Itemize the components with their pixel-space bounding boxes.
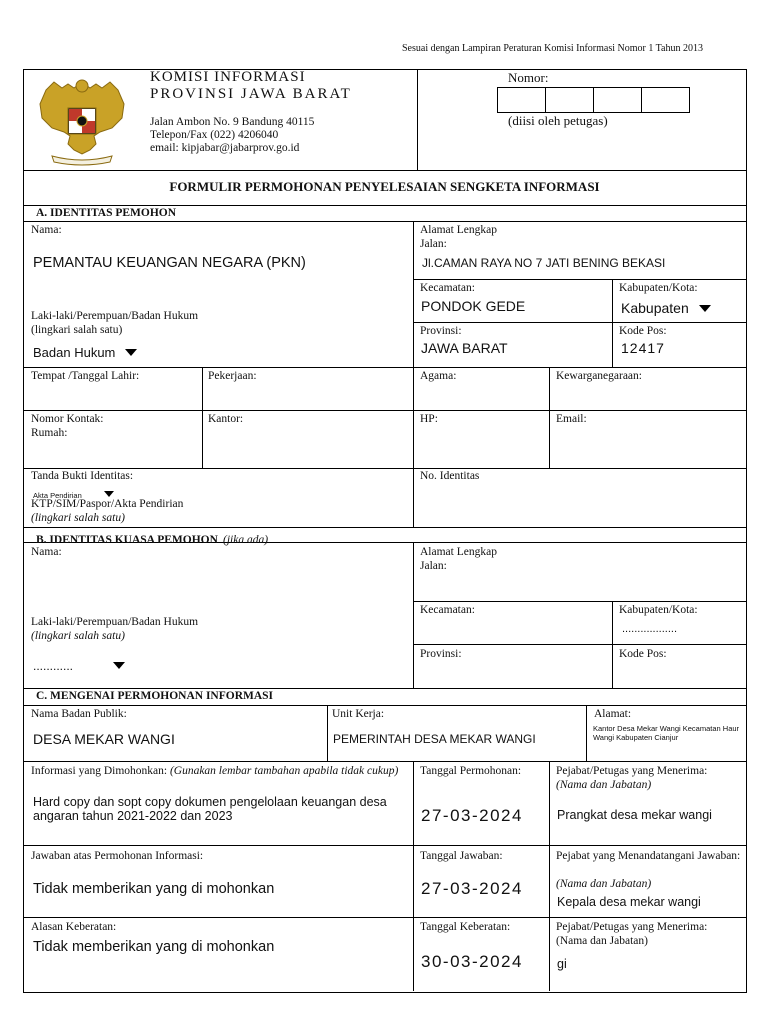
c-tgl-jawaban-value[interactable]: 27-03-2024 (421, 879, 523, 898)
b-gender-select[interactable] (33, 655, 125, 674)
section-c-heading: C. MENGENAI PERMOHONAN INFORMASI (36, 690, 274, 702)
b-jalan-label: Jalan: (420, 560, 447, 572)
a-provinsi-value[interactable]: JAWA BARAT (421, 340, 508, 356)
c-tgl-keberatan-label: Tanggal Keberatan: (420, 921, 511, 933)
a-ttl-label: Tempat /Tanggal Lahir: (31, 370, 140, 382)
nomor-note: (diisi oleh petugas) (508, 113, 608, 128)
chevron-down-icon (104, 491, 114, 497)
b-kabupaten-value[interactable]: .................. (622, 623, 678, 635)
a-kecamatan-label: Kecamatan: (420, 282, 475, 294)
section-a-heading: A. IDENTITAS PEMOHON (36, 207, 177, 219)
section-b-heading: B. IDENTITAS KUASA PEMOHON (jika ada) (36, 534, 269, 546)
b-kabupaten-label: Kabupaten/Kota: (619, 604, 698, 616)
a-bukti-label: Tanda Bukti Identitas: (31, 470, 134, 482)
c-alasan-value[interactable]: Tidak memberikan yang di mohonkan (33, 939, 275, 955)
chevron-down-icon (125, 349, 137, 356)
nomor-box-1[interactable] (497, 87, 546, 113)
c-info-value[interactable]: Hard copy dan sopt copy dokumen pengelolaan keuangan desa angaran tahun 2021-2022 dan 2023 (33, 795, 387, 823)
a-agama-label: Agama: (420, 370, 457, 382)
b-kodepos-label: Kode Pos: (619, 648, 667, 660)
a-kantor-label: Kantor: (208, 413, 244, 425)
c-pejabat1-label: Pejabat/Petugas yang Menerima: (556, 765, 708, 777)
a-hp-label: HP: (420, 413, 438, 425)
b-alamat-label: Alamat Lengkap (420, 546, 497, 558)
form-title: FORMULIR PERMOHONAN PENYELESAIAN SENGKETA INFORMASI (169, 179, 600, 194)
c-tgl-permohonan-value[interactable]: 27-03-2024 (421, 806, 523, 825)
a-kabupaten-value: Kabupaten (621, 300, 689, 316)
b-kecamatan-label: Kecamatan: (420, 604, 475, 616)
org-name-line1: KOMISI INFORMASI (150, 69, 306, 85)
garuda-emblem (34, 74, 130, 166)
a-nama-value[interactable]: PEMANTAU KEUANGAN NEGARA (PKN) (33, 255, 306, 271)
a-gender-hint: (lingkari salah satu) (31, 324, 123, 336)
chevron-down-icon (699, 305, 711, 312)
b-provinsi-label: Provinsi: (420, 648, 462, 660)
a-kecamatan-value[interactable]: PONDOK GEDE (421, 298, 526, 314)
nomor-label: Nomor: (508, 70, 549, 85)
c-pejabat3-value[interactable]: gi (557, 957, 567, 971)
a-rumah-label: Rumah: (31, 427, 68, 439)
a-jalan-value[interactable]: Jl.CAMAN RAYA NO 7 JATI BENING BEKASI (422, 256, 666, 270)
a-pekerjaan-label: Pekerjaan: (208, 370, 257, 382)
c-jawaban-value[interactable]: Tidak memberikan yang di mohonkan (33, 881, 275, 897)
org-phone: Telepon/Fax (022) 4206040 (150, 129, 279, 141)
a-alamat-label: Alamat Lengkap (420, 224, 497, 236)
c-badan-label: Nama Badan Publik: (31, 708, 127, 720)
nomor-box-3[interactable] (593, 87, 642, 113)
c-pejabat3-label: Pejabat/Petugas yang Menerima: (556, 921, 708, 933)
a-gender-select[interactable] (33, 342, 137, 361)
org-email: email: kipjabar@jabarprov.go.id (150, 142, 300, 154)
a-bukti-value: Akta Pendirian (33, 491, 82, 500)
b-gender-value: ............ (33, 659, 74, 673)
a-kabupaten-select[interactable] (621, 298, 711, 317)
a-provinsi-label: Provinsi: (420, 325, 462, 337)
b-gender-hint: (lingkari salah satu) (31, 630, 125, 642)
org-address: Jalan Ambon No. 9 Bandung 40115 (150, 116, 315, 128)
c-badan-value[interactable]: DESA MEKAR WANGI (33, 731, 175, 747)
regulation-note: Sesuai dengan Lampiran Peraturan Komisi Informasi Nomor 1 Tahun 2013 (402, 43, 703, 54)
c-tgl-keberatan-value[interactable]: 30-03-2024 (421, 952, 523, 971)
a-bukti-options: KTP/SIM/Paspor/Akta Pendirian (31, 498, 184, 510)
c-pejabat2-hint: (Nama dan Jabatan) (556, 878, 652, 890)
b-nama-label: Nama: (31, 546, 62, 558)
a-gender-label: Laki-laki/Perempuan/Badan Hukum (31, 310, 199, 322)
a-kodepos-label: Kode Pos: (619, 325, 667, 337)
a-bukti-hint: (lingkari salah satu) (31, 512, 125, 524)
nomor-box-2[interactable] (545, 87, 594, 113)
a-gender-value: Badan Hukum (33, 345, 116, 360)
a-kontak-label: Nomor Kontak: (31, 413, 104, 425)
a-kodepos-value[interactable]: 12417 (621, 340, 665, 356)
b-gender-label: Laki-laki/Perempuan/Badan Hukum (31, 616, 199, 628)
c-unit-value[interactable]: PEMERINTAH DESA MEKAR WANGI (333, 732, 536, 746)
org-name-line2: PROVINSI JAWA BARAT (150, 86, 352, 102)
c-pejabat1-value[interactable]: Prangkat desa mekar wangi (557, 808, 712, 822)
chevron-down-icon (113, 662, 125, 669)
c-pejabat2-value[interactable]: Kepala desa mekar wangi (557, 895, 701, 909)
a-jalan-label: Jalan: (420, 238, 447, 250)
a-no-identitas-label: No. Identitas (420, 470, 480, 482)
c-alamat-value[interactable]: Kantor Desa Mekar Wangi Kecamatan Haur Wangi Kabupaten Cianjur (593, 724, 740, 742)
nomor-box-4[interactable] (641, 87, 690, 113)
c-jawaban-label: Jawaban atas Permohonan Informasi: (31, 850, 204, 862)
c-tgl-permohonan-label: Tanggal Permohonan: (420, 765, 522, 777)
c-pejabat1-hint: (Nama dan Jabatan) (556, 779, 652, 791)
a-email-label: Email: (556, 413, 587, 425)
c-alasan-label: Alasan Keberatan: (31, 921, 117, 933)
c-pejabat3-hint: (Nama dan Jabatan) (556, 935, 648, 947)
c-tgl-jawaban-label: Tanggal Jawaban: (420, 850, 503, 862)
a-kabupaten-label: Kabupaten/Kota: (619, 282, 698, 294)
c-pejabat2-label: Pejabat yang Menandatangani Jawaban: (556, 850, 741, 862)
a-nama-label: Nama: (31, 224, 62, 236)
a-kewarganegaraan-label: Kewarganegaraan: (556, 370, 642, 382)
c-info-label: Informasi yang Dimohonkan: (Gunakan lembar tambahan apabila tidak cukup) (31, 765, 399, 777)
c-alamat-label: Alamat: (594, 708, 632, 720)
c-unit-label: Unit Kerja: (332, 708, 385, 720)
